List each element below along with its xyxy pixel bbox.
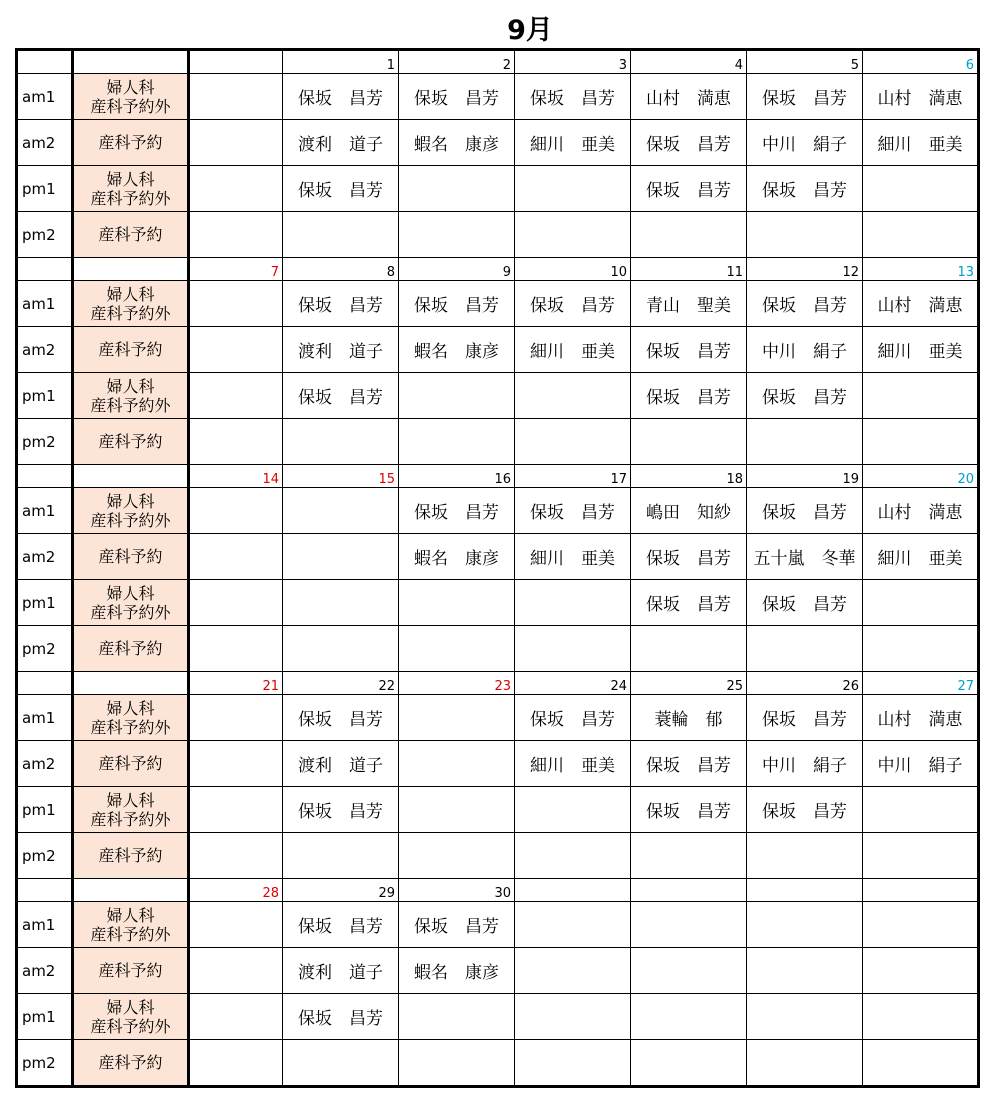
doctor-name-cell: 渡利 道子	[283, 120, 399, 166]
category-line: 婦人科	[106, 997, 155, 1017]
slot-label: pm2	[17, 1040, 73, 1087]
doctor-name-cell	[515, 787, 631, 833]
date-cell: 3	[515, 50, 631, 74]
category-line: 産科予約	[98, 547, 163, 566]
doctor-name-cell	[515, 902, 631, 948]
doctor-name-cell: 保坂 昌芳	[515, 281, 631, 327]
category-label	[73, 787, 189, 833]
week-header-row	[17, 50, 979, 74]
doctor-name-cell	[399, 994, 515, 1040]
category-line: 婦人科	[106, 698, 155, 718]
date-cell	[631, 879, 747, 902]
category-line: 産科予約外	[90, 188, 171, 208]
slot-label: am1	[17, 74, 73, 120]
doctor-name-cell	[515, 833, 631, 879]
date-cell: 1	[283, 50, 399, 74]
doctor-name-cell: 中川 絹子	[747, 741, 863, 787]
doctor-name-cell: 五十嵐 冬華	[747, 534, 863, 580]
week-header-row	[17, 672, 979, 695]
doctor-name-cell	[399, 373, 515, 419]
slot-row-am1	[17, 695, 979, 741]
category-label	[73, 902, 189, 948]
doctor-name-cell	[283, 833, 399, 879]
category-label	[73, 120, 189, 166]
week-header-row	[17, 879, 979, 902]
category-line: 産科予約	[98, 961, 163, 980]
doctor-name-cell	[863, 373, 979, 419]
date-cell: 17	[515, 465, 631, 488]
category-label	[73, 281, 189, 327]
doctor-name-cell: 蓑輪 郁	[631, 695, 747, 741]
category-label-empty	[73, 50, 189, 74]
doctor-name-cell	[863, 902, 979, 948]
doctor-name-cell	[515, 580, 631, 626]
doctor-name-cell: 細川 亜美	[863, 120, 979, 166]
date-cell: 15	[283, 465, 399, 488]
slot-row-am1	[17, 488, 979, 534]
doctor-name-cell	[189, 948, 283, 994]
slot-label: am2	[17, 120, 73, 166]
date-cell: 21	[189, 672, 283, 695]
slot-label: pm1	[17, 994, 73, 1040]
doctor-name-cell: 保坂 昌芳	[747, 580, 863, 626]
category-line: 婦人科	[106, 77, 155, 97]
doctor-name-cell	[747, 833, 863, 879]
doctor-name-cell: 山村 満恵	[863, 695, 979, 741]
doctor-name-cell: 保坂 昌芳	[515, 695, 631, 741]
doctor-name-cell	[399, 741, 515, 787]
date-cell: 25	[631, 672, 747, 695]
doctor-name-cell	[283, 626, 399, 672]
date-cell: 5	[747, 50, 863, 74]
category-label	[73, 833, 189, 879]
doctor-name-cell	[189, 741, 283, 787]
date-cell: 29	[283, 879, 399, 902]
doctor-name-cell	[399, 580, 515, 626]
doctor-name-cell	[747, 948, 863, 994]
doctor-name-cell	[189, 419, 283, 465]
doctor-name-cell	[399, 695, 515, 741]
doctor-name-cell: 保坂 昌芳	[747, 166, 863, 212]
doctor-name-cell: 渡利 道子	[283, 948, 399, 994]
category-label	[73, 373, 189, 419]
category-line: 産科予約外	[90, 924, 171, 944]
doctor-name-cell	[283, 534, 399, 580]
doctor-name-cell: 保坂 昌芳	[399, 281, 515, 327]
doctor-name-cell	[189, 74, 283, 120]
doctor-name-cell	[399, 626, 515, 672]
doctor-name-cell: 青山 聖美	[631, 281, 747, 327]
doctor-name-cell	[631, 994, 747, 1040]
doctor-name-cell: 保坂 昌芳	[283, 902, 399, 948]
doctor-name-cell	[189, 695, 283, 741]
slot-label: am1	[17, 695, 73, 741]
date-cell: 22	[283, 672, 399, 695]
doctor-name-cell	[515, 948, 631, 994]
doctor-name-cell	[189, 787, 283, 833]
slot-label: pm2	[17, 212, 73, 258]
category-line: 婦人科	[106, 376, 155, 396]
category-line: 産科予約	[98, 340, 163, 359]
doctor-name-cell	[863, 787, 979, 833]
doctor-name-cell	[399, 212, 515, 258]
doctor-name-cell: 保坂 昌芳	[399, 74, 515, 120]
doctor-name-cell: 蝦名 康彦	[399, 948, 515, 994]
doctor-name-cell	[747, 212, 863, 258]
category-line: 産科予約外	[90, 303, 171, 323]
doctor-name-cell	[283, 1040, 399, 1087]
slot-row-pm1	[17, 994, 979, 1040]
category-line: 婦人科	[106, 284, 155, 304]
slot-label: am2	[17, 327, 73, 373]
date-cell: 28	[189, 879, 283, 902]
doctor-name-cell	[863, 948, 979, 994]
doctor-name-cell: 細川 亜美	[863, 534, 979, 580]
doctor-name-cell	[863, 212, 979, 258]
doctor-name-cell: 保坂 昌芳	[747, 695, 863, 741]
date-cell: 27	[863, 672, 979, 695]
date-cell: 10	[515, 258, 631, 281]
doctor-name-cell: 蝦名 康彦	[399, 327, 515, 373]
slot-label: am2	[17, 534, 73, 580]
doctor-name-cell	[863, 166, 979, 212]
date-cell: 11	[631, 258, 747, 281]
doctor-name-cell: 渡利 道子	[283, 327, 399, 373]
doctor-name-cell: 蝦名 康彦	[399, 534, 515, 580]
category-label	[73, 74, 189, 120]
doctor-name-cell: 保坂 昌芳	[283, 994, 399, 1040]
doctor-name-cell	[399, 419, 515, 465]
doctor-name-cell	[189, 902, 283, 948]
date-cell: 9	[399, 258, 515, 281]
doctor-name-cell: 中川 絹子	[747, 327, 863, 373]
slot-label-empty	[17, 879, 73, 902]
category-label	[73, 1040, 189, 1087]
doctor-name-cell	[283, 419, 399, 465]
doctor-name-cell: 渡利 道子	[283, 741, 399, 787]
slot-row-pm1	[17, 787, 979, 833]
doctor-name-cell	[631, 948, 747, 994]
category-label	[73, 741, 189, 787]
doctor-name-cell: 保坂 昌芳	[631, 741, 747, 787]
date-cell: 30	[399, 879, 515, 902]
date-cell: 26	[747, 672, 863, 695]
doctor-name-cell: 保坂 昌芳	[283, 787, 399, 833]
doctor-name-cell: 保坂 昌芳	[631, 327, 747, 373]
slot-label: am1	[17, 902, 73, 948]
category-line: 産科予約外	[90, 510, 171, 530]
doctor-name-cell: 保坂 昌芳	[283, 695, 399, 741]
category-line: 婦人科	[106, 905, 155, 925]
doctor-name-cell	[863, 833, 979, 879]
doctor-name-cell	[189, 534, 283, 580]
category-line: 産科予約外	[90, 602, 171, 622]
date-cell: 2	[399, 50, 515, 74]
doctor-name-cell	[863, 994, 979, 1040]
slot-label-empty	[17, 50, 73, 74]
category-line: 婦人科	[106, 491, 155, 511]
slot-row-pm1	[17, 373, 979, 419]
category-label	[73, 534, 189, 580]
doctor-name-cell	[283, 488, 399, 534]
doctor-name-cell	[631, 1040, 747, 1087]
date-cell	[863, 879, 979, 902]
doctor-name-cell	[189, 1040, 283, 1087]
doctor-name-cell	[747, 419, 863, 465]
category-line: 産科予約外	[90, 809, 171, 829]
doctor-name-cell: 保坂 昌芳	[631, 166, 747, 212]
category-label	[73, 327, 189, 373]
doctor-name-cell	[515, 626, 631, 672]
date-cell: 6	[863, 50, 979, 74]
schedule-table	[15, 48, 980, 1088]
doctor-name-cell: 山村 満恵	[863, 488, 979, 534]
category-label-empty	[73, 672, 189, 695]
doctor-name-cell	[399, 166, 515, 212]
slot-label: pm2	[17, 626, 73, 672]
doctor-name-cell	[863, 626, 979, 672]
category-label	[73, 166, 189, 212]
category-label	[73, 994, 189, 1040]
slot-row-am2	[17, 741, 979, 787]
category-line: 産科予約	[98, 133, 163, 152]
doctor-name-cell: 細川 亜美	[515, 120, 631, 166]
slot-row-am2	[17, 120, 979, 166]
date-cell: 4	[631, 50, 747, 74]
doctor-name-cell: 蝦名 康彦	[399, 120, 515, 166]
category-label	[73, 488, 189, 534]
doctor-name-cell: 保坂 昌芳	[747, 488, 863, 534]
doctor-name-cell: 保坂 昌芳	[283, 373, 399, 419]
page-title: 9月	[507, 15, 553, 46]
doctor-name-cell	[189, 994, 283, 1040]
slot-label: pm1	[17, 373, 73, 419]
doctor-name-cell: 細川 亜美	[515, 534, 631, 580]
slot-row-pm2	[17, 626, 979, 672]
doctor-name-cell: 保坂 昌芳	[631, 120, 747, 166]
doctor-name-cell: 細川 亜美	[863, 327, 979, 373]
doctor-name-cell: 保坂 昌芳	[283, 281, 399, 327]
doctor-name-cell	[515, 166, 631, 212]
doctor-name-cell	[515, 212, 631, 258]
doctor-name-cell: 保坂 昌芳	[399, 488, 515, 534]
category-line: 産科予約	[98, 225, 163, 244]
doctor-name-cell	[747, 902, 863, 948]
slot-label-empty	[17, 672, 73, 695]
doctor-name-cell	[189, 488, 283, 534]
date-cell: 16	[399, 465, 515, 488]
doctor-name-cell: 保坂 昌芳	[515, 74, 631, 120]
doctor-name-cell: 嶋田 知紗	[631, 488, 747, 534]
doctor-name-cell	[189, 373, 283, 419]
doctor-name-cell: 保坂 昌芳	[399, 902, 515, 948]
doctor-name-cell	[283, 580, 399, 626]
doctor-name-cell	[747, 994, 863, 1040]
date-cell: 24	[515, 672, 631, 695]
category-line: 婦人科	[106, 790, 155, 810]
doctor-name-cell: 山村 満恵	[863, 74, 979, 120]
schedule-body	[17, 50, 979, 1087]
doctor-name-cell	[515, 1040, 631, 1087]
slot-label: pm2	[17, 419, 73, 465]
doctor-name-cell	[747, 1040, 863, 1087]
date-cell: 19	[747, 465, 863, 488]
slot-row-am1	[17, 74, 979, 120]
date-cell: 23	[399, 672, 515, 695]
week-header-row	[17, 465, 979, 488]
doctor-name-cell	[189, 281, 283, 327]
doctor-name-cell: 中川 絹子	[863, 741, 979, 787]
doctor-name-cell	[189, 166, 283, 212]
category-label-empty	[73, 465, 189, 488]
category-line: 産科予約外	[90, 717, 171, 737]
doctor-name-cell: 保坂 昌芳	[283, 74, 399, 120]
category-label	[73, 695, 189, 741]
slot-row-pm2	[17, 1040, 979, 1087]
category-line: 産科予約	[98, 639, 163, 658]
date-cell: 7	[189, 258, 283, 281]
doctor-name-cell: 山村 満恵	[631, 74, 747, 120]
slot-row-pm2	[17, 419, 979, 465]
doctor-name-cell	[631, 212, 747, 258]
doctor-name-cell: 保坂 昌芳	[747, 281, 863, 327]
slot-row-am2	[17, 327, 979, 373]
doctor-name-cell	[189, 833, 283, 879]
doctor-name-cell	[631, 833, 747, 879]
doctor-name-cell	[631, 419, 747, 465]
date-cell	[515, 879, 631, 902]
category-label	[73, 948, 189, 994]
slot-row-pm1	[17, 166, 979, 212]
doctor-name-cell: 保坂 昌芳	[631, 534, 747, 580]
doctor-name-cell	[189, 626, 283, 672]
doctor-name-cell	[399, 787, 515, 833]
slot-label: pm1	[17, 580, 73, 626]
date-cell	[189, 50, 283, 74]
category-line: 婦人科	[106, 583, 155, 603]
category-label-empty	[73, 258, 189, 281]
doctor-name-cell	[631, 626, 747, 672]
slot-label: am1	[17, 281, 73, 327]
slot-row-pm1	[17, 580, 979, 626]
doctor-name-cell: 保坂 昌芳	[631, 787, 747, 833]
doctor-name-cell: 細川 亜美	[515, 741, 631, 787]
doctor-name-cell	[863, 419, 979, 465]
date-cell: 14	[189, 465, 283, 488]
doctor-name-cell	[189, 580, 283, 626]
category-line: 産科予約外	[90, 1016, 171, 1036]
slot-label-empty	[17, 465, 73, 488]
slot-row-am1	[17, 902, 979, 948]
doctor-name-cell	[747, 626, 863, 672]
category-line: 婦人科	[106, 169, 155, 189]
doctor-name-cell: 山村 満恵	[863, 281, 979, 327]
doctor-name-cell: 細川 亜美	[515, 327, 631, 373]
doctor-name-cell	[189, 327, 283, 373]
doctor-name-cell: 保坂 昌芳	[631, 580, 747, 626]
doctor-name-cell: 保坂 昌芳	[631, 373, 747, 419]
doctor-name-cell: 保坂 昌芳	[747, 787, 863, 833]
category-line: 産科予約	[98, 432, 163, 451]
slot-label: pm1	[17, 166, 73, 212]
doctor-name-cell	[515, 994, 631, 1040]
category-label	[73, 580, 189, 626]
date-cell	[747, 879, 863, 902]
category-line: 産科予約	[98, 846, 163, 865]
doctor-name-cell	[863, 1040, 979, 1087]
category-label	[73, 626, 189, 672]
slot-label: am2	[17, 948, 73, 994]
week-header-row	[17, 258, 979, 281]
date-cell: 20	[863, 465, 979, 488]
slot-row-pm2	[17, 212, 979, 258]
category-line: 産科予約外	[90, 395, 171, 415]
category-label-empty	[73, 879, 189, 902]
doctor-name-cell	[399, 1040, 515, 1087]
slot-label: am1	[17, 488, 73, 534]
slot-row-pm2	[17, 833, 979, 879]
doctor-name-cell: 中川 絹子	[747, 120, 863, 166]
category-line: 産科予約外	[90, 96, 171, 116]
category-label	[73, 212, 189, 258]
slot-row-am1	[17, 281, 979, 327]
doctor-name-cell: 保坂 昌芳	[747, 74, 863, 120]
doctor-name-cell: 保坂 昌芳	[515, 488, 631, 534]
doctor-name-cell	[863, 580, 979, 626]
date-cell: 18	[631, 465, 747, 488]
date-cell: 12	[747, 258, 863, 281]
category-line: 産科予約	[98, 754, 163, 773]
doctor-name-cell	[515, 373, 631, 419]
category-label	[73, 419, 189, 465]
doctor-name-cell	[283, 212, 399, 258]
slot-row-am2	[17, 534, 979, 580]
doctor-name-cell: 保坂 昌芳	[747, 373, 863, 419]
doctor-name-cell	[399, 833, 515, 879]
doctor-name-cell	[631, 902, 747, 948]
date-cell: 8	[283, 258, 399, 281]
slot-label-empty	[17, 258, 73, 281]
slot-row-am2	[17, 948, 979, 994]
doctor-name-cell	[515, 419, 631, 465]
slot-label: pm2	[17, 833, 73, 879]
date-cell: 13	[863, 258, 979, 281]
slot-label: pm1	[17, 787, 73, 833]
slot-label: am2	[17, 741, 73, 787]
doctor-name-cell: 保坂 昌芳	[283, 166, 399, 212]
category-line: 産科予約	[98, 1053, 163, 1072]
doctor-name-cell	[189, 212, 283, 258]
doctor-name-cell	[189, 120, 283, 166]
